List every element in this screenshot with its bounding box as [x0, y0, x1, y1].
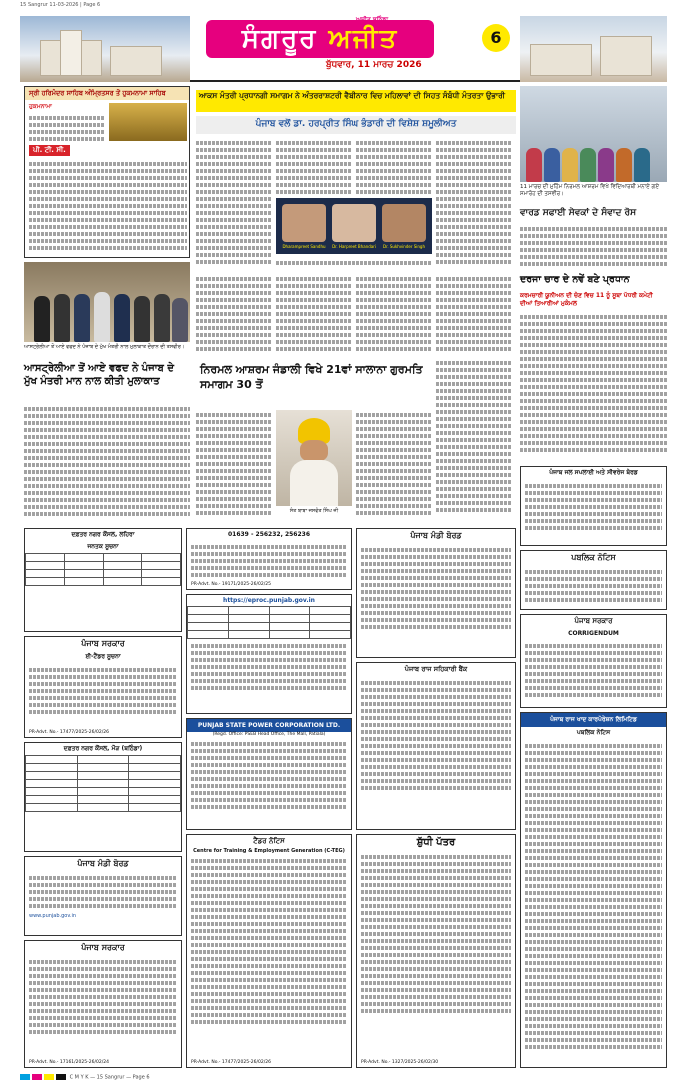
corrigendum-pa-ad [356, 834, 516, 1068]
center-ad-2 [186, 594, 352, 714]
center-ad-1-phone: 01639 - 256232, 256236 [227, 531, 310, 538]
newspaper-title [196, 18, 514, 78]
students-photo-caption: 11 ਮਾਰਚ ਦੀ ਮੁਹਿੰਮ ਨਿਰਮਲ ਆਸ਼ਰਮ ਵਿਖੇ ਵਿਦਿਆਰਥੀ ਮਨਾਏ ਗਏ ਸਮਾਰੋਹ ਦੀ ਤਸਵੀਰ। [520, 184, 659, 197]
ward-story [520, 224, 667, 270]
center-col-2 [276, 274, 352, 354]
psidc-subtitle: ਪਬਲਿਕ ਨੋਟਿਸ [576, 729, 611, 736]
training-pr: PR-Advt. No.- 17477/2025-26/02/26 [191, 1060, 271, 1065]
hukamnama-headline: ਸ੍ਰੀ ਹਰਿਮੰਦਰ ਸਾਹਿਬ ਅੰਮ੍ਰਿਤਸਰ ਤੋਂ ਹੁਕਮਨਾਮਾ ਸਾਹਿਬ [25, 87, 189, 100]
website-ad-title: ਪੰਜਾਬ ਮੰਡੀ ਬੋਰਡ [77, 859, 129, 868]
australia-headline: ਆਸਟ੍ਰੇਲੀਆ ਤੋਂ ਆਏ ਵਫਦ ਨੇ ਪੰਜਾਬ ਦੇ ਮੁੱਖ ਮੰਤਰੀ ਮਾਨ ਨਾਲ ਕੀਤੀ ਮੁਲਾਕਾਤ [24, 363, 174, 387]
ptc-badge: ਪੀ. ਟੀ. ਸੀ. [29, 145, 70, 156]
center-col-3 [356, 274, 432, 354]
municipal-mid-ad [24, 742, 182, 852]
speaker-photo-2 [332, 204, 376, 242]
union-headline: ਦਰਜਾ ਚਾਰ ਦੇ ਨਵੇਂ ਬਣੇ ਪ੍ਰਧਾਨ [520, 274, 630, 285]
water-supply-ad [520, 466, 667, 546]
main-headline: ਆਕਸ ਮੰਤਰੀ ਪ੍ਰਧਾਨਗੀ ਸਮਾਗਮ ਨੇ ਅੰਤਰਰਾਸ਼ਟਰੀ ਵੈਬੀਨਾਰ ਵਿਚ ਮਹਿਲਾਵਾਂ ਦੀ ਸਿਹਤ ਸੰਬੰਧੀ ਮੰਤਰਤਾ ਉਭਾਰੀ [196, 90, 516, 112]
center-col-4 [436, 274, 512, 354]
speaker-name-3: Dr. Sukhvinder Singh [382, 244, 425, 249]
title-wordmark [206, 20, 434, 58]
center-ad-2-table [187, 606, 351, 639]
main-subhead: ਪੰਜਾਬ ਵਲੋਂ ਡਾ. ਹਰਪ੍ਰੀਤ ਸਿੰਘ ਭੰਡਾਰੀ ਦੀ ਵਿਸ਼ੇਸ਼ ਸ਼ਮੂਲੀਅਤ [196, 116, 516, 134]
municipal-notice-label: ਜਨਤਕ ਸੂਚਨਾ [87, 543, 119, 550]
center-story-col-3 [356, 410, 432, 524]
center-col-1 [196, 274, 272, 354]
main-story-col-1 [196, 138, 272, 270]
website-link[interactable]: www.punjab.gov.in [29, 913, 77, 919]
print-footer [20, 1074, 667, 1086]
center-ad-1 [186, 528, 352, 590]
main-story-col-3 [356, 138, 432, 196]
speaker-name-2: Dr. Harpreet Bhandari [332, 244, 376, 249]
psidc-title: ਪੰਜਾਬ ਰਾਜ ਖਾਦ ਕਾਰਪੋਰੇਸ਼ਨ ਲਿਮਿਟਿਡ [521, 713, 666, 727]
training-ad [186, 834, 352, 1068]
center-ad-2-website: https://eproc.punjab.gov.in [223, 597, 315, 604]
dateline: ਬੁੱਧਵਾਰ, 11 ਮਾਰਚ 2026 [326, 60, 422, 70]
tender-pr: PR-Advt. No.- 17161/2025-26/02/24 [29, 1060, 109, 1065]
print-strip: 15 Sangrur 11-03-2026 | Page 6 [20, 2, 101, 8]
title-part-1: ਸੰਗਰੂਰ [241, 24, 318, 54]
center-headline: ਨਿਰਮਲ ਆਸ਼ਰਮ ਜੰਡਾਲੀ ਵਿਖੇ 21ਵਾਂ ਸਾਲਾਨਾ ਗੁਰਮਤਿ ਸਮਾਗਮ 30 ਤੋਂ [200, 363, 423, 391]
masthead-photo-left [20, 16, 190, 82]
main-story-col-4 [436, 138, 512, 270]
corrigendum-en-title: CORRIGENDUM [568, 630, 619, 637]
water-supply-title: ਪੰਜਾਬ ਜਲ ਸਪਲਾਈ ਅਤੇ ਸੀਵਰੇਜ ਬੋਰਡ [549, 469, 638, 476]
municipal-top-ad [24, 528, 182, 632]
sant-photo [276, 410, 352, 506]
pwd-notice: ਈ-ਟੈਂਡਰ ਸੂਚਨਾ [85, 653, 121, 660]
psidc-ad [520, 712, 667, 1068]
speaker-name-1: Dharampreet Sandhu [282, 244, 326, 249]
rural-dev-title: ਪੰਜਾਬ ਰਾਜ ਸਹਿਕਾਰੀ ਬੈਂਕ [404, 665, 468, 673]
tender-ad [24, 940, 182, 1068]
municipal-top-title: ਦਫ਼ਤਰ ਨਗਰ ਕੌਂਸਲ, ਲਹਿਰਾ [71, 531, 135, 538]
center-ad-1-pr: PR-Advt. No.- 19171/2025-26/02/25 [191, 582, 271, 587]
municipal-mid-title: ਦਫ਼ਤਰ ਨਗਰ ਕੌਂਸਲ, ਮੌੜ (ਬਠਿੰਡਾ) [63, 745, 143, 752]
municipal-mid-table [25, 755, 181, 812]
pwd-pr: PR-Advt. No.- 17477/2025-26/02/26 [29, 730, 109, 735]
corrigendum-pa-pr: PR-Advt. No.- 1327/2025-26/02/30 [361, 1060, 439, 1065]
training-tender-label: ਟੈਂਡਰ ਨੋਟਿਸ [253, 837, 285, 845]
australia-story [24, 404, 190, 524]
right-center-col [436, 358, 512, 524]
website-ad [24, 856, 182, 936]
students-group-photo [520, 86, 667, 182]
main-story-bottom [276, 258, 432, 270]
speaker-photo-1 [282, 204, 326, 242]
mandi-ad [356, 528, 516, 658]
corrigendum-ad [520, 614, 667, 708]
center-story-col-1 [196, 410, 272, 524]
pspcl-ad [186, 718, 352, 830]
pwd-ad [24, 636, 182, 738]
pspcl-title: PUNJAB STATE POWER CORPORATION LTD. [187, 719, 351, 732]
public-notice-ad [520, 550, 667, 610]
union-story [520, 312, 667, 462]
public-notice-title: ਪਬਲਿਕ ਨੋਟਿਸ [571, 553, 616, 562]
footer-text: C M Y K — 15 Sangrur — Page 6 [69, 1074, 150, 1081]
ward-headline: ਵਾਰਡ ਸਫਾਈ ਸੇਵਕਾਂ ਦੇ ਸੰਵਾਦ ਰੋਸ [520, 208, 637, 218]
masthead-photo-right [520, 16, 667, 82]
title-part-2: ਅਜੀਤ [328, 24, 399, 54]
australia-photo-caption: ਆਸਟ੍ਰੇਲੀਆ ਤੋਂ ਆਏ ਵਫਦ ਨੇ ਪੰਜਾਬ ਦੇ ਮੁੱਖ ਮੰਤਰੀ ਨਾਲ ਮੁਲਾਕਾਤ ਦੌਰਾਨ ਦੀ ਤਸਵੀਰ। [24, 344, 185, 350]
page-number: 6 [482, 24, 510, 52]
mandi-title: ਪੰਜਾਬ ਮੰਡੀ ਬੋਰਡ [410, 531, 462, 540]
corrigendum-pa-title: ਸ਼ੁੱਧੀ ਪੱਤਰ [416, 837, 456, 848]
punjab-govt-title: ਪੰਜਾਬ ਸਰਕਾਰ [574, 617, 613, 625]
hukamnama-box [24, 86, 190, 258]
main-story-col-2 [276, 138, 352, 196]
golden-temple-photo [109, 103, 187, 141]
pspcl-subtitle: (Regd. Office: PSEB Head Office, The Mall, Patiala) [212, 732, 326, 737]
rural-dev-ad [356, 662, 516, 830]
municipal-table [25, 553, 181, 586]
australia-delegation-photo [24, 262, 190, 342]
speaker-photo-3 [382, 204, 426, 242]
sant-photo-caption: ਸੰਤ ਬਾਬਾ ਜਸਵੰਤ ਸਿੰਘ ਜੀ [289, 508, 339, 514]
training-title: Centre for Training & Employment Generation (C-TEG) [193, 848, 345, 854]
pwd-govt-title: ਪੰਜਾਬ ਸਰਕਾਰ [81, 639, 125, 648]
webinar-photo-strip [276, 198, 432, 254]
tender-govt-title: ਪੰਜਾਬ ਸਰਕਾਰ [81, 943, 125, 952]
hukamnama-sublabel: ਹੁਕਮਨਾਮਾ [29, 103, 52, 110]
union-subhead: ਕਰਮਚਾਰੀ ਯੂਨੀਅਨ ਦੀ ਚੋਣ ਵਿਚ 11 ਨੂੰ ਸੂਬਾ ਪੱਧਰੀ ਕਮੇਟੀ ਦੀਆਂ ਤਿਆਰੀਆਂ ਮੁਕੰਮਲ [520, 292, 653, 307]
